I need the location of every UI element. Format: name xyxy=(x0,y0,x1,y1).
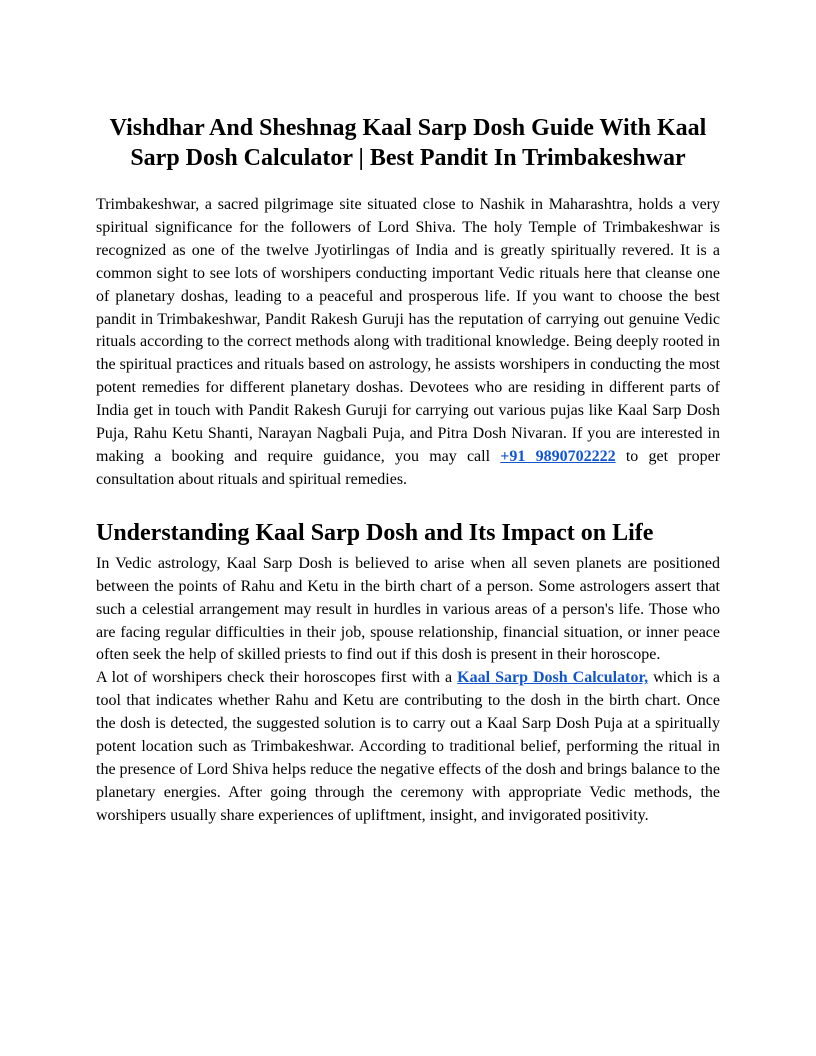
intro-text-end: to get proper consultation about rituals and spiritual remedies. xyxy=(96,447,721,488)
document-page xyxy=(96,113,720,828)
page-title: Vishdhar And Sheshnag Kaal Sarp Dosh Guide With Kaal Sarp Dosh Calculator | Best Pandit In Trimbakeshwar xyxy=(109,115,707,171)
kaal-sarp-dosh-calculator-link[interactable]: Kaal Sarp Dosh Calculator, xyxy=(457,669,649,687)
paragraph-2-text: A lot of worshipers check their horoscopes first with a xyxy=(96,669,453,687)
phone-link[interactable]: +91 9890702222 xyxy=(500,447,616,465)
section-paragraph-2 xyxy=(96,667,720,827)
section-heading: Understanding Kaal Sarp Dosh and Its Impact on Life xyxy=(96,519,654,546)
section-paragraph-1: In Vedic astrology, Kaal Sarp Dosh is believed to arise when all seven planets are positioned between the points of Rahu and Ketu in the birth chart of a person. Some astrologers assert that such a celestial arrangement may result in hurdles in various areas of a person's life. Those who are facing regular difficulties in their job, spouse relationship, financial situation, or inner peace often seek the help of skilled priests to find out if this dosh is present in their horoscope. xyxy=(96,554,720,664)
intro-text: Trimbakeshwar, a sacred pilgrimage site situated close to Nashik in Maharashtra, holds a very spiritual significance for the followers of Lord Shiva. The holy Temple of Trimbakeshwar is recognized as one of the twelve Jyotirlingas of India and is greatly spiritually revered. It is a common sight to see lots of worshipers conducting important Vedic rituals here that cleanse one of planetary doshas, leading to a peaceful and prosperous life. If you want to choose the best pandit in Trimbakeshwar, Pandit Rakesh Guruji has the reputation of carrying out genuine Vedic rituals according to the correct methods along with traditional knowledge. Being deeply rooted in the spiritual practices and rituals based on astrology, he assists worshipers in conducting the most potent remedies for different planetary doshas. Devotees who are residing in different parts of India get in touch with Pandit Rakesh Guruji for carrying out various pujas like Kaal Sarp Dosh Puja, Rahu Ketu Shanti, Narayan Nagbali Puja, and Pitra Dosh Nivaran. If you are interested in making a booking and require guidance, you may call xyxy=(96,196,720,465)
intro-paragraph xyxy=(96,194,720,492)
paragraph-2-text-end: which is a tool that indicates whether Rahu and Ketu are contributing to the dosh in the birth chart. Once the dosh is detected, the suggested solution is to carry out a Kaal Sarp Dosh Puja at a spiritually potent location such as Trimbakeshwar. According to traditional belief, performing the ritual in the presence of Lord Shiva helps reduce the negative effects of the dosh and brings balance to the planetary energies. After going through the ceremony with appropriate Vedic methods, the worshipers usually share experiences of upliftment, insight, and invigorated positivity. xyxy=(96,669,721,824)
